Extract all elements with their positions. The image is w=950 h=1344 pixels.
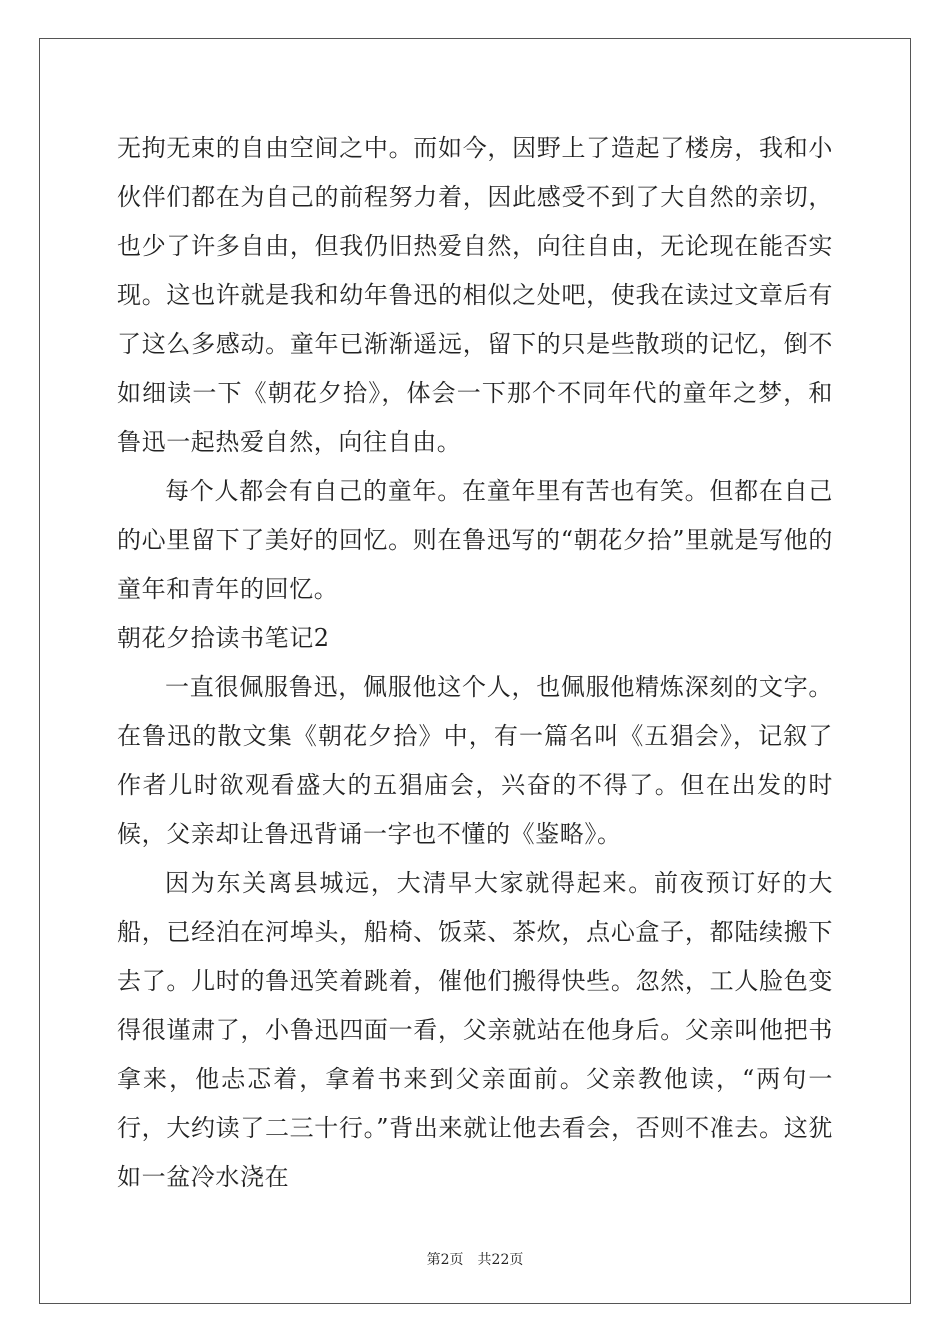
paragraph-story: 因为东关离县城远，大清早大家就得起来。前夜预订好的大船，已经泊在河埠头，船椅、饭菜、茶炊，点心盒子，都陆续搬下去了。儿时的鲁迅笑着跳着，催他们搬得快些。忽然，工人脸色变得很谨肃了，小鲁迅四面一看，父亲就站在他身后。父亲叫他把书拿来，他忐忑着，拿着书来到父亲面前。父亲教他读，“两句一行，大约读了二三十行。”背出来就让他去看会，否则不准去。这犹如一盆冷水浇在: [117, 869, 833, 1191]
page-total: 共22页: [477, 1252, 524, 1268]
section-heading: 朝花夕拾读书笔记2: [117, 624, 330, 652]
page-number: 第2页: [426, 1252, 464, 1268]
page-footer: [0, 1249, 950, 1269]
paragraph-admiration: 一直很佩服鲁迅，佩服他这个人，也佩服他精炼深刻的文字。在鲁迅的散文集《朝花夕拾》中，有一篇名叫《五猖会》，记叙了作者儿时欲观看盛大的五猖庙会，兴奋的不得了。但在出发的时候，父亲却让鲁迅背诵一字也不懂的《鉴略》。: [117, 673, 833, 848]
document-body: [117, 124, 833, 1202]
paragraph-childhood: 每个人都会有自己的童年。在童年里有苦也有笑。但都在自己的心里留下了美好的回忆。则在鲁迅写的“朝花夕拾”里就是写他的童年和青年的回忆。: [117, 477, 833, 603]
paragraph-continued: 无拘无束的自由空间之中。而如今，因野上了造起了楼房，我和小伙伴们都在为自己的前程努力着，因此感受不到了大自然的亲切，也少了许多自由，但我仍旧热爱自然，向往自由，无论现在能否实现。这也许就是我和幼年鲁迅的相似之处吧，使我在读过文章后有了这么多感动。童年已渐渐遥远，留下的只是些散琐的记忆，倒不如细读一下《朝花夕拾》，体会一下那个不同年代的童年之梦，和鲁迅一起热爱自然，向往自由。: [117, 134, 833, 456]
